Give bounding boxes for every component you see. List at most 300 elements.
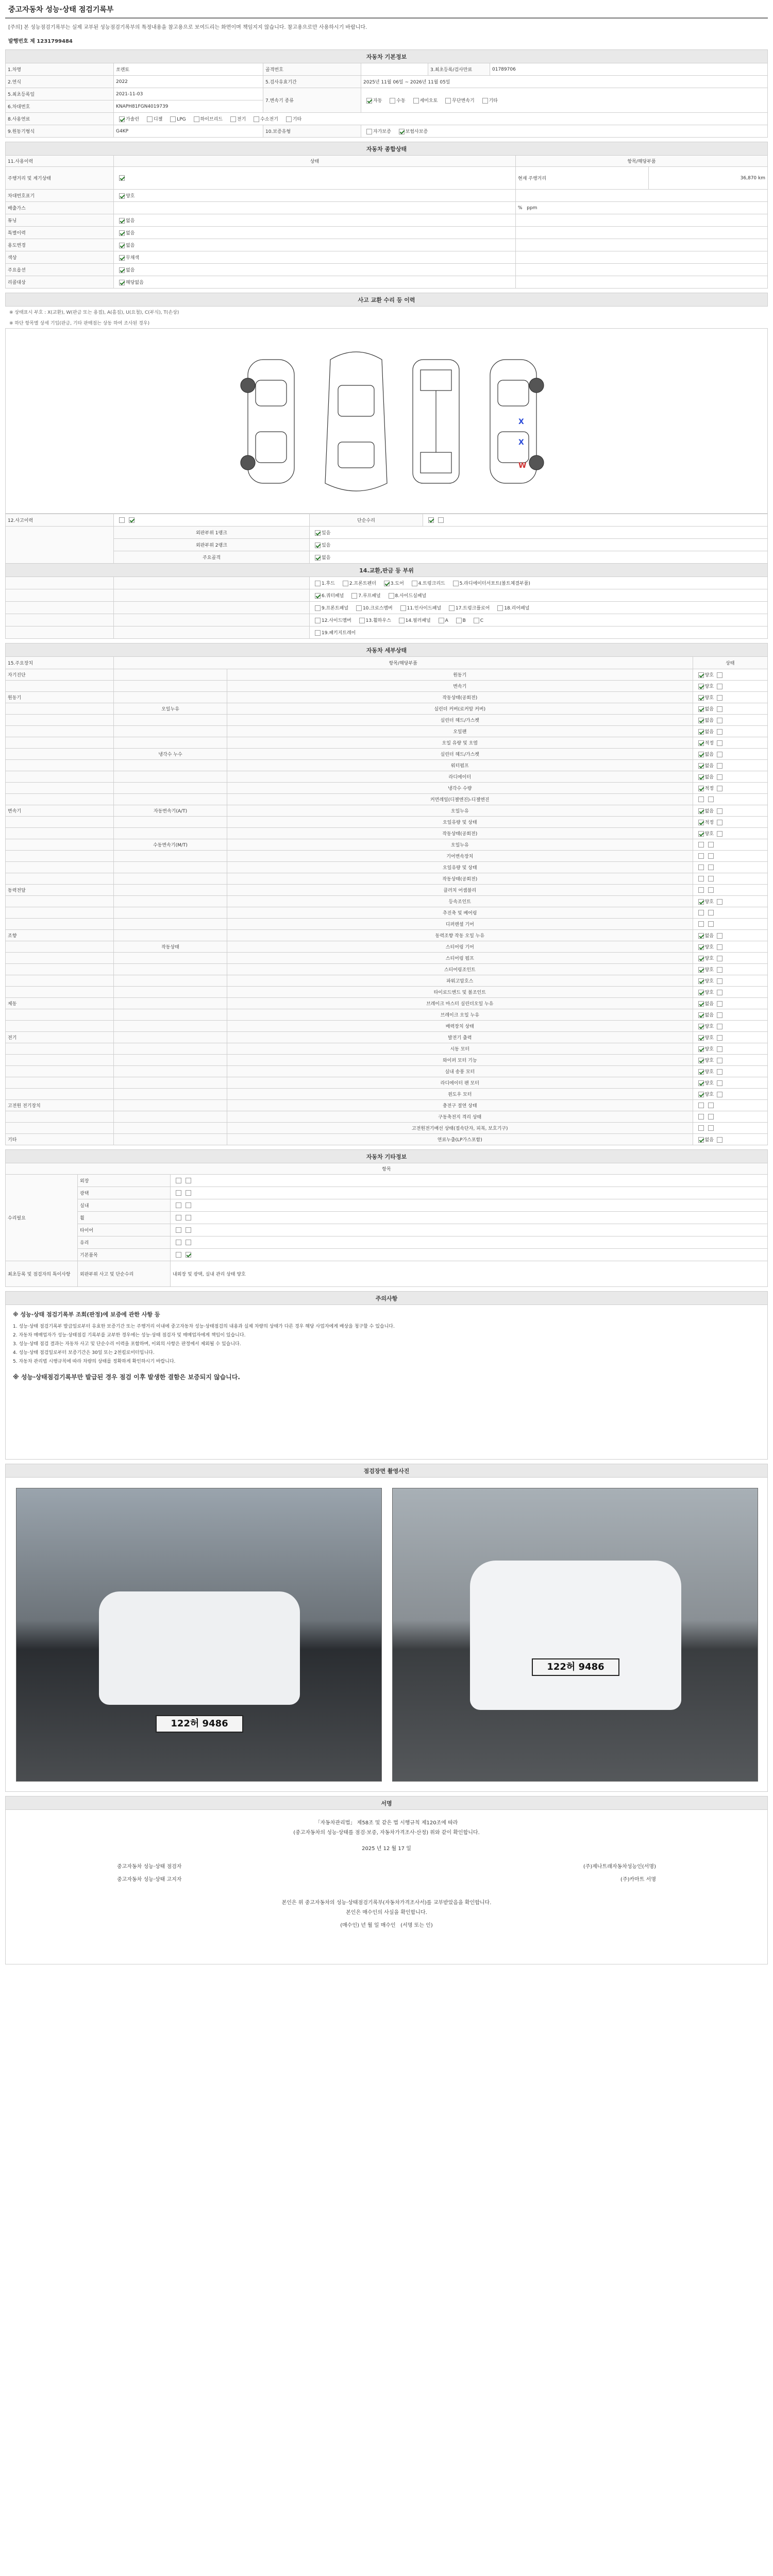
detail-group: [6, 873, 114, 885]
caution-footer: ※ 성능·상태점검기록부만 발급된 경우 점검 이후 발생한 결함은 보증되지 않습니다.: [13, 1374, 240, 1381]
other-row-label: 실내: [78, 1199, 171, 1212]
checkbox-icon[interactable]: [315, 530, 321, 536]
other-row-label: 유리: [78, 1236, 171, 1249]
checkbox-icon[interactable]: [366, 98, 372, 104]
checkbox-icon[interactable]: [698, 718, 704, 723]
checkbox-icon[interactable]: [698, 1058, 704, 1063]
detail-state: [693, 851, 767, 862]
detail-item: 오일누유: [227, 839, 693, 851]
detail-item: 배력장치 상태: [227, 1021, 693, 1032]
detail-part: [114, 1021, 227, 1032]
checkbox-icon[interactable]: [717, 684, 722, 689]
checkbox-icon[interactable]: [119, 230, 125, 236]
checkbox-icon[interactable]: [698, 1103, 704, 1108]
checkbox-icon[interactable]: [399, 618, 405, 623]
repair-header: 사고 교환 수리 등 이력: [6, 293, 768, 307]
option-label: 13.휠하우스: [365, 618, 391, 623]
detail-group: [6, 851, 114, 862]
checkbox-icon[interactable]: [497, 605, 503, 611]
detail-item: 스티어링조인트: [227, 964, 693, 975]
checkbox-icon[interactable]: [456, 618, 462, 623]
checkbox-icon[interactable]: [708, 796, 714, 802]
checkbox-icon[interactable]: [230, 116, 236, 122]
detail-part: [114, 1055, 227, 1066]
option-label: 수소전기: [260, 117, 278, 122]
checkbox-icon[interactable]: [698, 672, 704, 678]
checkbox-icon[interactable]: [176, 1215, 181, 1221]
detail-group: 기타: [6, 1134, 114, 1145]
checkbox-icon[interactable]: [119, 218, 125, 224]
option-label: 2.프론트펜더: [349, 581, 376, 586]
detail-row: [6, 1055, 768, 1066]
checkbox-icon[interactable]: [717, 786, 722, 791]
checkbox-icon[interactable]: [698, 1069, 704, 1075]
emission-units: [516, 202, 768, 214]
checkbox-icon[interactable]: [698, 729, 704, 735]
checkbox-icon[interactable]: [698, 1012, 704, 1018]
checkbox-icon[interactable]: [698, 887, 704, 893]
checkbox-icon[interactable]: [315, 555, 321, 561]
checkbox-icon[interactable]: [315, 630, 321, 636]
state-text: 양호: [704, 1081, 714, 1086]
use-change-state: [114, 239, 516, 251]
checkbox-icon[interactable]: [708, 842, 714, 848]
caution-line: 4. 성능·상태 점검일로부터 보증기간은 30일 또는 2천킬로미터입니다.: [13, 1350, 155, 1355]
first-date-label: 5.최초등록일: [6, 88, 114, 100]
detail-group: [6, 794, 114, 805]
detail-part: [114, 828, 227, 839]
checkbox-icon[interactable]: [698, 1024, 704, 1029]
detail-item: 스티어링 기어: [227, 941, 693, 953]
checkbox-icon[interactable]: [186, 1252, 191, 1258]
detail-state: [693, 1009, 767, 1021]
checkbox-icon[interactable]: [176, 1252, 181, 1258]
checkbox-icon[interactable]: [176, 1178, 181, 1183]
state-text: 없음: [704, 1013, 714, 1018]
state-text: 없음: [704, 775, 714, 780]
checkbox-icon[interactable]: [176, 1202, 181, 1208]
state-text: 양호: [704, 945, 714, 950]
option-label: 세미오토: [419, 98, 438, 104]
detail-group: [6, 1055, 114, 1066]
checkbox-icon[interactable]: [439, 618, 444, 623]
basic-info-header: 자동차 기본정보: [6, 50, 768, 63]
rank1-label: 외판부위 1랭크: [114, 527, 310, 539]
checkbox-icon[interactable]: [698, 1092, 704, 1097]
other-group-label: 수리필요: [6, 1175, 78, 1261]
detail-item: 윈도우 모터: [227, 1089, 693, 1100]
checkbox-icon[interactable]: [717, 990, 722, 995]
rank2-state: [310, 539, 768, 551]
checkbox-icon[interactable]: [186, 1202, 191, 1208]
checkbox-icon[interactable]: [717, 740, 722, 746]
checkbox-icon[interactable]: [717, 831, 722, 837]
checkbox-icon[interactable]: [698, 944, 704, 950]
state-text: 없음: [704, 809, 714, 814]
detail-item: 브레이크 마스터 실린더오일 누유: [227, 998, 693, 1009]
detail-item: 작동상태(공회전): [227, 692, 693, 703]
recall-label: 리콜대상: [6, 276, 114, 289]
checkbox-icon[interactable]: [176, 1227, 181, 1233]
checkbox-icon[interactable]: [717, 1069, 722, 1075]
checkbox-icon[interactable]: [708, 910, 714, 916]
detail-group: [6, 941, 114, 953]
empty-cell: [114, 614, 310, 626]
checkbox-icon[interactable]: [717, 1080, 722, 1086]
checkbox-icon[interactable]: [147, 116, 153, 122]
simple-repair-label: 단순수리: [310, 514, 423, 527]
checkbox-icon[interactable]: [717, 978, 722, 984]
option-label: 19.패키지트레이: [322, 631, 356, 636]
detail-item: 충전구 절연 상태: [227, 1100, 693, 1111]
detail-state: [693, 987, 767, 998]
frame-label: 주요골격: [114, 551, 310, 564]
checkbox-icon[interactable]: [717, 967, 722, 973]
detail-part: [114, 919, 227, 930]
other-row-state: [171, 1199, 768, 1212]
checkbox-icon[interactable]: [119, 243, 125, 248]
detail-group: [6, 726, 114, 737]
rank-label: [114, 577, 310, 589]
option-label: B: [462, 618, 466, 623]
detail-row: [6, 703, 768, 715]
checkbox-icon[interactable]: [315, 605, 321, 611]
option-label: 8.사이드실패널: [395, 594, 427, 599]
detail-row: [6, 1077, 768, 1089]
checkbox-icon[interactable]: [717, 1092, 722, 1097]
checkbox-icon[interactable]: [366, 129, 372, 134]
checkbox-icon[interactable]: [186, 1240, 191, 1245]
checkbox-icon[interactable]: [698, 978, 704, 984]
checkbox-icon[interactable]: [717, 1024, 722, 1029]
checkbox-icon[interactable]: [428, 517, 434, 523]
checkbox-icon[interactable]: [176, 1190, 181, 1196]
exchange-mark-icon: X: [518, 438, 524, 447]
checkbox-icon[interactable]: [698, 684, 704, 689]
checkbox-icon[interactable]: [119, 280, 125, 285]
detail-item: 와이퍼 모터 기능: [227, 1055, 693, 1066]
detail-group: [6, 1009, 114, 1021]
valid-period-label: 5.검사유효기간: [263, 76, 361, 88]
checkbox-icon[interactable]: [474, 618, 479, 623]
checkbox-icon[interactable]: [717, 944, 722, 950]
detail-row: [6, 828, 768, 839]
checkbox-icon[interactable]: [389, 593, 394, 599]
checkbox-icon[interactable]: [698, 695, 704, 701]
detail-part: [114, 975, 227, 987]
checkbox-icon[interactable]: [708, 1114, 714, 1120]
checkbox-icon[interactable]: [698, 1137, 704, 1143]
state-text: 양호: [704, 673, 714, 678]
checkbox-icon[interactable]: [400, 605, 406, 611]
checkbox-icon[interactable]: [698, 853, 704, 859]
checkbox-icon[interactable]: [194, 116, 199, 122]
detail-item: 오일유량 및 상태: [227, 862, 693, 873]
doc-number: [5, 37, 768, 49]
detail-item: 라디에이터 팬 모터: [227, 1077, 693, 1089]
part-row-1: [310, 577, 768, 589]
checkbox-icon[interactable]: [449, 605, 455, 611]
checkbox-icon[interactable]: [119, 255, 125, 261]
checkbox-icon[interactable]: [384, 581, 390, 586]
detail-part: [114, 1123, 227, 1134]
checkbox-icon[interactable]: [708, 876, 714, 882]
pct-unit: %: [518, 205, 523, 211]
checkbox-icon[interactable]: [717, 672, 722, 678]
option-label: 1.후드: [322, 581, 335, 586]
checkbox-icon[interactable]: [176, 1240, 181, 1245]
sign-body: [6, 1810, 768, 1964]
checkbox-icon[interactable]: [698, 808, 704, 814]
detail-state: [693, 1100, 767, 1111]
checkbox-icon[interactable]: [717, 956, 722, 961]
detail-part: 오일누유: [114, 703, 227, 715]
checkbox-icon[interactable]: [359, 618, 365, 623]
detail-group: [6, 839, 114, 851]
checkbox-icon[interactable]: [445, 98, 451, 104]
checkbox-icon[interactable]: [708, 1125, 714, 1131]
detail-item: 작동상태(공회전): [227, 873, 693, 885]
checkbox-icon[interactable]: [119, 193, 125, 199]
checkbox-icon[interactable]: [717, 1058, 722, 1063]
checkbox-icon[interactable]: [708, 865, 714, 870]
receiver-sign: (서명 또는 인): [400, 1923, 433, 1928]
checkbox-icon[interactable]: [698, 820, 704, 825]
option-label: 12.사이드멤버: [322, 618, 351, 623]
detail-state: [693, 873, 767, 885]
checkbox-icon[interactable]: [351, 593, 357, 599]
checkbox-icon[interactable]: [119, 116, 125, 122]
option-label: 3.도어: [390, 581, 404, 586]
owner-note-value: 외판부위 사고 및 단순수리: [78, 1261, 171, 1287]
state-text: 없음: [126, 243, 135, 248]
detail-item: 변속기: [227, 681, 693, 692]
checkbox-icon[interactable]: [698, 956, 704, 961]
checkbox-icon[interactable]: [698, 921, 704, 927]
notice-text: [주의] 본 성능점검기록부는 실제 교부된 성능점검기록부의 특정내용을 참고용으로 보여드리는 화면이며 책임지지 않습니다. 참고용으로만 사용하시기 바랍니다.: [8, 25, 367, 30]
detail-row: [6, 737, 768, 749]
checkbox-icon[interactable]: [698, 1114, 704, 1120]
checkbox-icon[interactable]: [698, 752, 704, 757]
detail-state: [693, 1123, 767, 1134]
checkbox-icon[interactable]: [698, 1046, 704, 1052]
detail-row: [6, 783, 768, 794]
checkbox-icon[interactable]: [698, 786, 704, 791]
checkbox-icon[interactable]: [356, 605, 362, 611]
checkbox-icon[interactable]: [453, 581, 459, 586]
checkbox-icon[interactable]: [412, 581, 417, 586]
checkbox-icon[interactable]: [315, 618, 321, 623]
checkbox-icon[interactable]: [119, 175, 125, 181]
state-text: 무채색: [126, 256, 140, 261]
checkbox-icon[interactable]: [698, 865, 704, 870]
detail-part: 냉각수 누수: [114, 749, 227, 760]
checkbox-icon[interactable]: [717, 1046, 722, 1052]
detail-row: [6, 681, 768, 692]
year-value: 2022: [114, 76, 263, 88]
checkbox-icon[interactable]: [186, 1215, 191, 1221]
detail-col-item: 항목/해당부품: [114, 657, 693, 669]
detail-item: 원동기: [227, 669, 693, 681]
option-label: 9.프론트패널: [322, 606, 349, 611]
other-table: [5, 1149, 768, 1287]
detail-group: [6, 828, 114, 839]
option-label: 5.라디에이터서포트(볼트체결부품): [459, 581, 530, 586]
accident-detail-label: [6, 527, 114, 564]
checkbox-icon[interactable]: [698, 763, 704, 769]
checkbox-icon[interactable]: [698, 740, 704, 746]
detail-part: [114, 873, 227, 885]
checkbox-icon[interactable]: [698, 1001, 704, 1007]
checkbox-icon[interactable]: [698, 1125, 704, 1131]
empty-cell: [114, 589, 310, 602]
detail-group: [6, 681, 114, 692]
detail-state: [693, 760, 767, 771]
detail-part: [114, 715, 227, 726]
detail-state: [693, 907, 767, 919]
checkbox-icon[interactable]: [717, 1012, 722, 1018]
checkbox-icon[interactable]: [698, 1035, 704, 1041]
checkbox-icon[interactable]: [717, 729, 722, 735]
empty-cell: [114, 602, 310, 614]
empty-cell: [6, 602, 114, 614]
checkbox-icon[interactable]: [254, 116, 259, 122]
checkbox-icon[interactable]: [717, 808, 722, 814]
checkbox-icon[interactable]: [698, 899, 704, 905]
basic-info-table: [5, 49, 768, 138]
checkbox-icon[interactable]: [186, 1227, 191, 1233]
color-state: [114, 251, 516, 264]
detail-item: 기어변속장치: [227, 851, 693, 862]
checkbox-icon[interactable]: [698, 990, 704, 995]
checkbox-icon[interactable]: [698, 831, 704, 837]
detail-group: 제동: [6, 998, 114, 1009]
use-change-label: 용도변경: [6, 239, 114, 251]
checkbox-icon[interactable]: [717, 820, 722, 825]
car-diagram: [5, 328, 768, 514]
checkbox-icon[interactable]: [315, 543, 321, 548]
checkbox-icon[interactable]: [717, 752, 722, 757]
checkbox-icon[interactable]: [698, 796, 704, 802]
checkbox-icon[interactable]: [438, 517, 444, 523]
vin-value: KNAPH81FGN4019739: [114, 100, 263, 113]
first-reg-value: 01789706: [490, 63, 768, 76]
checkbox-icon[interactable]: [119, 267, 125, 273]
detail-state: [693, 726, 767, 737]
rear-photo: [392, 1488, 758, 1782]
checkbox-icon[interactable]: [717, 1137, 722, 1143]
options-state: [114, 264, 516, 276]
special-history-label: 특별이력: [6, 227, 114, 239]
other-row-state: [171, 1175, 768, 1187]
state-text: 양호: [704, 1092, 714, 1097]
checkbox-icon[interactable]: [129, 517, 135, 523]
checkbox-icon[interactable]: [717, 774, 722, 780]
checkbox-icon[interactable]: [698, 842, 704, 848]
detail-part: [114, 760, 227, 771]
ppm-unit: ppm: [527, 205, 537, 211]
checkbox-icon[interactable]: [698, 910, 704, 916]
state-text: 없음: [704, 752, 714, 757]
other-row-label: 타이어: [78, 1224, 171, 1236]
checkbox-icon[interactable]: [286, 116, 292, 122]
checkbox-icon[interactable]: [390, 98, 395, 104]
detail-state: [693, 975, 767, 987]
detail-part: [114, 1100, 227, 1111]
checkbox-icon[interactable]: [717, 1001, 722, 1007]
detail-row: [6, 805, 768, 817]
sign-text-2: (중고자동차의 성능·상태를 점검·보증, 자동차가격조사·산정) 위와 같이 확인합니다.: [293, 1830, 480, 1836]
detail-group: [6, 749, 114, 760]
checkbox-icon[interactable]: [717, 695, 722, 701]
checkbox-icon[interactable]: [698, 876, 704, 882]
checkbox-icon[interactable]: [708, 887, 714, 893]
checkbox-icon[interactable]: [186, 1190, 191, 1196]
first-reg-label: 3.최초등록/검사만료: [428, 63, 490, 76]
checkbox-icon[interactable]: [708, 853, 714, 859]
summary-col-note: 항목/해당부품: [516, 156, 768, 167]
state-text: 없음: [704, 707, 714, 712]
rank2-label: 외판부위 2랭크: [114, 539, 310, 551]
checkbox-icon[interactable]: [708, 921, 714, 927]
checkbox-icon[interactable]: [343, 581, 348, 586]
detail-part: 수동변속기(M/T): [114, 839, 227, 851]
summary-table: [5, 142, 768, 289]
detail-item: 오일 유량 및 오염: [227, 737, 693, 749]
checkbox-icon[interactable]: [119, 517, 125, 523]
car-bottom-icon: [413, 360, 459, 483]
checkbox-icon[interactable]: [717, 933, 722, 939]
checkbox-icon[interactable]: [708, 1103, 714, 1108]
checkbox-icon[interactable]: [413, 98, 419, 104]
checkbox-icon[interactable]: [698, 933, 704, 939]
checkbox-icon[interactable]: [717, 899, 722, 905]
checkbox-icon[interactable]: [315, 581, 321, 586]
detail-state: [693, 715, 767, 726]
checkbox-icon[interactable]: [698, 967, 704, 973]
checkbox-icon[interactable]: [717, 718, 722, 723]
checkbox-icon[interactable]: [399, 129, 405, 134]
option-label: 자가보증: [373, 129, 391, 134]
checkbox-icon[interactable]: [698, 774, 704, 780]
option-label: 무단변속기: [452, 98, 475, 104]
caution-line: 1. 성능·상태 점검기록부 발급일로부터 유효한 보증기간 또는 주행거리 이내에 중고자동차 성능·상태점검의 내용과 실제 차량의 상태가 다른 경우 해당 사업자에게 배상을 청구할 수 있습니다.: [13, 1324, 395, 1329]
detail-state: [693, 941, 767, 953]
detail-row: [6, 930, 768, 941]
checkbox-icon[interactable]: [482, 98, 488, 104]
detail-item: 오일누유: [227, 805, 693, 817]
detail-item: 연료누출(LP가스포함): [227, 1134, 693, 1145]
checkbox-icon[interactable]: [698, 1080, 704, 1086]
state-text: 적정: [704, 741, 714, 746]
state-text: 양호: [704, 956, 714, 961]
checkbox-icon[interactable]: [717, 706, 722, 712]
checkbox-icon[interactable]: [698, 706, 704, 712]
checkbox-icon[interactable]: [186, 1178, 191, 1183]
summary-col-state: 상태: [114, 156, 516, 167]
car-front-icon: [99, 1591, 300, 1705]
detail-group: 전기: [6, 1032, 114, 1043]
checkbox-icon[interactable]: [717, 763, 722, 769]
state-text: 양호: [704, 900, 714, 905]
detail-group: [6, 1123, 114, 1134]
state-text: 없음: [704, 764, 714, 769]
detail-part: [114, 692, 227, 703]
checkbox-icon[interactable]: [170, 116, 176, 122]
checkbox-icon[interactable]: [315, 593, 321, 599]
detail-group: 변속기: [6, 805, 114, 817]
checkbox-icon[interactable]: [717, 1035, 722, 1041]
